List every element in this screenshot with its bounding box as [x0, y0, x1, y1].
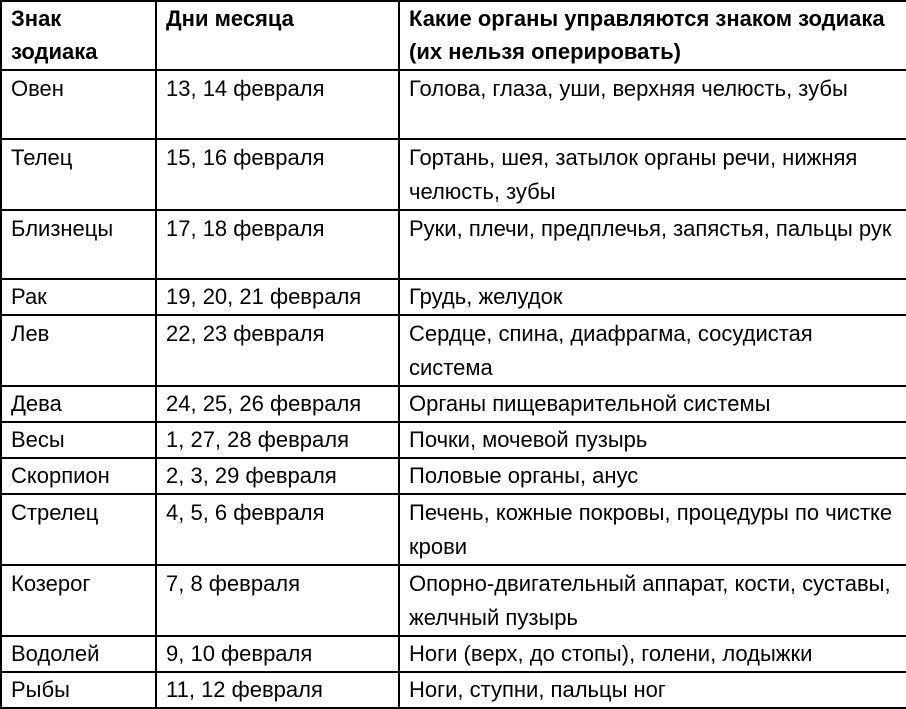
header-row [1, 1, 906, 70]
cell-sign: Телец [1, 139, 156, 210]
cell-days: 4, 5, 6 февраля [156, 494, 399, 565]
table-row [1, 70, 906, 139]
cell-days: 13, 14 февраля [156, 70, 399, 139]
cell-sign: Рыбы [1, 672, 156, 708]
cell-organs: Печень, кожные покровы, процедуры по чистке крови [399, 494, 906, 565]
cell-sign: Весы [1, 422, 156, 458]
cell-organs: Ноги (верх, до стопы), голени, лодыжки [399, 636, 906, 672]
cell-organs: Гортань, шея, затылок органы речи, нижняя челюсть, зубы [399, 139, 906, 210]
cell-organs: Ноги, ступни, пальцы ног [399, 672, 906, 708]
table-row [1, 565, 906, 636]
table-row [1, 636, 906, 672]
cell-sign: Овен [1, 70, 156, 139]
table-row [1, 422, 906, 458]
cell-days: 7, 8 февраля [156, 565, 399, 636]
table-row [1, 672, 906, 708]
cell-sign: Козерог [1, 565, 156, 636]
cell-days: 19, 20, 21 февраля [156, 279, 399, 315]
cell-organs: Органы пищеварительной системы [399, 386, 906, 422]
header-zodiac-sign: Знак зодиака [1, 1, 156, 70]
header-month-days: Дни месяца [156, 1, 399, 70]
cell-days: 11, 12 февраля [156, 672, 399, 708]
cell-organs: Руки, плечи, предплечья, запястья, пальцы рук [399, 210, 906, 279]
table-row [1, 315, 906, 386]
cell-organs: Сердце, спина, диафрагма, сосудистая система [399, 315, 906, 386]
cell-sign: Близнецы [1, 210, 156, 279]
table-row [1, 139, 906, 210]
cell-organs: Грудь, желудок [399, 279, 906, 315]
cell-sign: Рак [1, 279, 156, 315]
cell-days: 2, 3, 29 февраля [156, 458, 399, 494]
table-header [1, 1, 906, 70]
cell-days: 15, 16 февраля [156, 139, 399, 210]
cell-days: 9, 10 февраля [156, 636, 399, 672]
cell-sign: Дева [1, 386, 156, 422]
cell-days: 22, 23 февраля [156, 315, 399, 386]
table-body [1, 70, 906, 708]
table-row [1, 279, 906, 315]
cell-sign: Скорпион [1, 458, 156, 494]
table-row [1, 210, 906, 279]
cell-organs: Голова, глаза, уши, верхняя челюсть, зубы [399, 70, 906, 139]
table-row [1, 458, 906, 494]
cell-days: 24, 25, 26 февраля [156, 386, 399, 422]
header-organs: Какие органы управляются знаком зодиака (их нельзя оперировать) [399, 1, 906, 70]
cell-days: 17, 18 февраля [156, 210, 399, 279]
table-row [1, 494, 906, 565]
cell-sign: Стрелец [1, 494, 156, 565]
cell-organs: Почки, мочевой пузырь [399, 422, 906, 458]
cell-sign: Лев [1, 315, 156, 386]
cell-organs: Половые органы, анус [399, 458, 906, 494]
cell-sign: Водолей [1, 636, 156, 672]
table-row [1, 386, 906, 422]
cell-days: 1, 27, 28 февраля [156, 422, 399, 458]
cell-organs: Опорно-двигательный аппарат, кости, суставы, желчный пузырь [399, 565, 906, 636]
